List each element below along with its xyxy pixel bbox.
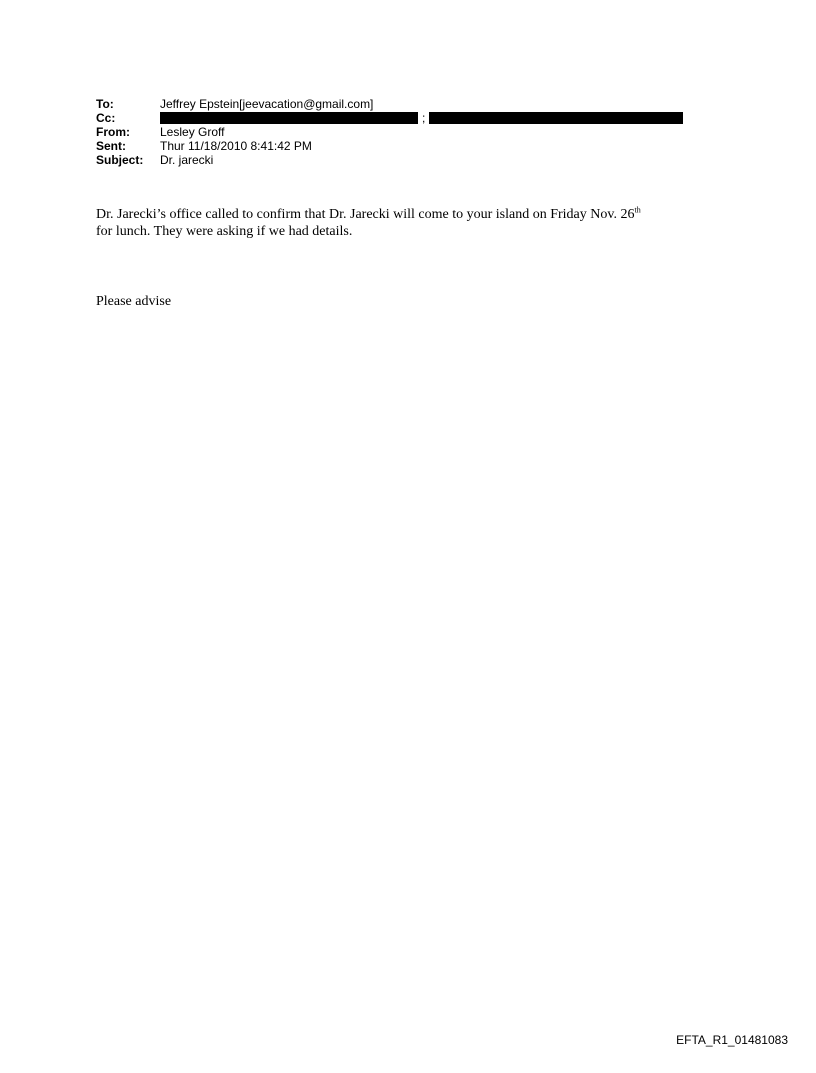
body-paragraph-2: Please advise — [96, 294, 172, 309]
subject-label: Subject: — [96, 153, 144, 167]
from-row — [96, 125, 683, 139]
document-id: EFTA_R1_01481083 — [676, 1033, 788, 1047]
from-label: From: — [96, 125, 130, 139]
to-label: To: — [96, 97, 114, 111]
sent-value: Thur 11/18/2010 8:41:42 PM — [160, 139, 312, 153]
sent-label: Sent: — [96, 139, 126, 153]
subject-row — [96, 153, 683, 167]
body-paragraph-1-text: Dr. Jarecki’s office called to confirm that Dr. Jarecki will come to your island on Friday Nov. 26 — [96, 207, 635, 222]
to-value: Jeffrey Epstein[jeevacation@gmail.com] — [160, 97, 374, 111]
cc-redaction-1 — [160, 112, 418, 124]
cc-redaction-2 — [429, 112, 683, 124]
cc-label: Cc: — [96, 111, 116, 125]
ordinal-suffix: th — [634, 205, 641, 215]
body-paragraph-1 — [96, 206, 736, 240]
sent-row — [96, 139, 683, 153]
email-header — [96, 97, 683, 167]
from-value: Lesley Groff — [160, 125, 225, 139]
body-paragraph-1-continued: for lunch. They were asking if we had details. — [96, 224, 353, 239]
cc-row — [96, 111, 683, 125]
email-body — [96, 206, 736, 240]
to-row — [96, 97, 683, 111]
cc-separator: ; — [422, 111, 426, 125]
subject-value: Dr. jarecki — [160, 153, 214, 167]
